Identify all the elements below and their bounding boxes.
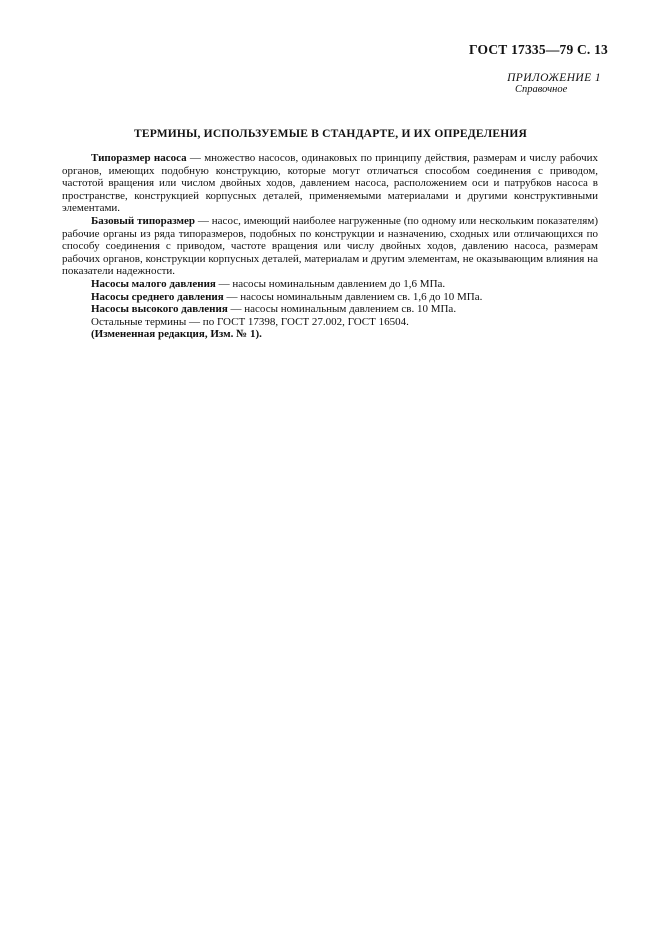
term-definition: — насосы номинальным давлением до 1,6 МПа. — [215, 277, 446, 290]
term-name: Насосы малого давления — [91, 277, 216, 290]
appendix-subtitle: Справочное — [515, 84, 568, 95]
term-name: Базовый типоразмер — [91, 214, 196, 227]
term-definition: — насосы номинальным давлением св. 1,6 до 10 МПа. — [223, 290, 483, 303]
term-definition: — множество насосов, одинаковых по принципу действия, размерам и числу рабочих органов, имеющих подобную конструкцию, которые могут отличаться способом соединения с приводом, частотой вращения или числом двойных ходов, давлением насоса, расположением оси и патрубков насоса в пространстве, конструкцией корпусных деталей, применяемыми материалами и другими конструктивными элементами. — [62, 152, 598, 215]
appendix-title: ПРИЛОЖЕНИЕ 1 — [507, 72, 601, 84]
document-reference: ГОСТ 17335—79 С. 13 — [469, 42, 608, 57]
term-paragraph — [62, 291, 598, 304]
other-terms-note: Остальные термины — по ГОСТ 17398, ГОСТ 27.002, ГОСТ 16504. — [91, 315, 409, 328]
term-name: Насосы среднего давления — [91, 290, 224, 303]
term-definition: — насос, имеющий наиболее нагруженные (по одному или нескольким показателям) рабочие органы из ряда типоразмеров, подобных по конструкции и назначению, сходных или отличающихся по способу соединения с приводом, частоте вращения или числу двойных ходов, давлению насоса, размерам рабочих органов, конструкции корпусных деталей, материалам и другим элементам, не оказывающим влияния на показатели надежности. — [62, 214, 598, 278]
revision-note — [62, 328, 598, 341]
term-name: Насосы высокого давления — [91, 303, 228, 316]
term-paragraph — [62, 152, 598, 215]
term-name: Типоразмер насоса — [91, 152, 187, 164]
term-definition: — насосы номинальным давлением св. 10 МПа. — [227, 303, 457, 316]
term-paragraph — [62, 215, 598, 278]
section-title: ТЕРМИНЫ, ИСПОЛЬЗУЕМЫЕ В СТАНДАРТЕ, И ИХ ОПРЕДЕЛЕНИЯ — [133, 128, 528, 140]
terms-body — [62, 152, 598, 341]
revision-note-text: (Измененная редакция, Изм. № 1). — [91, 328, 262, 341]
term-paragraph — [62, 303, 598, 316]
term-paragraph — [62, 278, 598, 291]
